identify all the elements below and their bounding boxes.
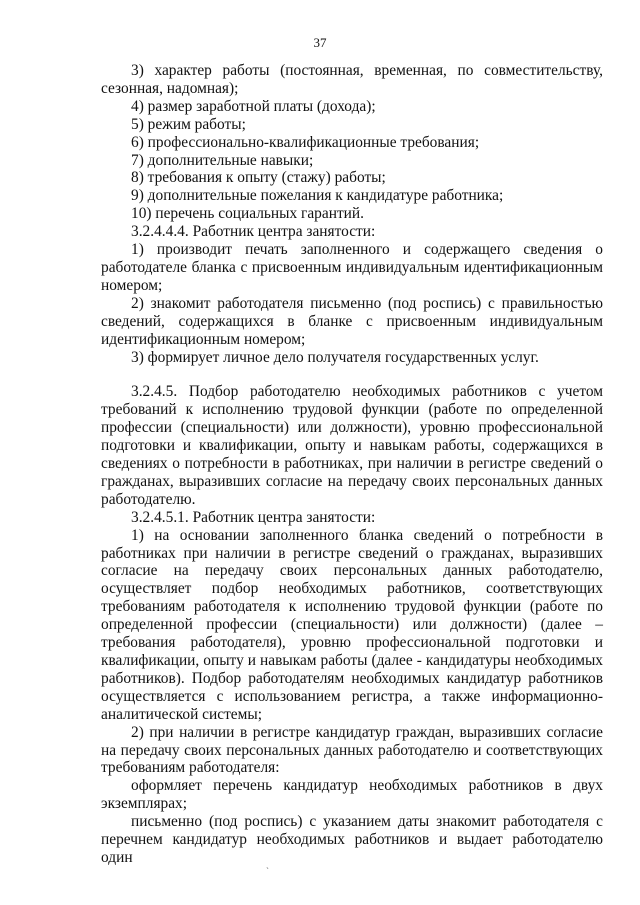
paragraph: 10) перечень социальных гарантий. [131,205,364,223]
scan-speck: ˴ [266,862,269,872]
section-paragraph: 3.2.4.5. Подбор работодателю необходимых работников с учетом требований к исполнению трудовой функции (работе по определенной профессии (специальности) или должности), уровню профессиональной подготовки и квалификации, опыту и навыкам работы, содержащихся в сведениях о потребности в работниках, при наличии в регистре сведений о гражданах, выразивших согласие на передачу своих персональных данных работодателю. [101,383,603,508]
paragraph: оформляет перечень кандидатур необходимых работников в двух экземплярах; [101,777,603,813]
paragraph: 9) дополнительные пожелания к кандидатуре работника; [131,187,504,205]
paragraph: 7) дополнительные навыки; [131,151,314,169]
section-heading: 3.2.4.5.1. Работник центра занятости: [131,508,376,526]
document-body [101,62,603,867]
paragraph: 1) на основании заполненного бланка сведений о потребности в работниках при наличии в регистре сведений о гражданах, выразивших согласие на передачу своих персональных данных работодателю, осуществляет подбор необходимых работников, соответствующих требованиям работодателя к исполнению трудовой функции (работе по определенной профессии (специальности) или должности) (далее – требования работодателя), уровню профессиональной подготовки и квалификации, опыту и навыкам работы (далее - кандидатуры необходимых работников). Подбор работодателям необходимых кандидатур работников осуществляется с использованием регистра, а также информационно-аналитической системы; [101,526,603,723]
paragraph: 1) производит печать заполненного и содержащего сведения о работодателе бланка с присвоенным индивидуальным идентификационным номером; [101,241,603,294]
paragraph: 6) профессионально-квалификационные требования; [131,133,480,151]
paragraph: 8) требования к опыту (стажу) работы; [131,169,386,187]
paragraph: 2) знакомит работодателя письменно (под роспись) с правильностью сведений, содержащихся в бланке с присвоенным индивидуальным идентификационным номером; [101,294,603,348]
paragraph: 2) при наличии в регистре кандидатур граждан, выразивших согласие на передачу своих персональных данных работодателю и соответствующих требованиям работодателя: [101,723,603,777]
paragraph: 3) формирует личное дело получателя государственных услуг. [131,348,539,366]
paragraph: 5) режим работы; [131,115,246,133]
page-number: 37 [313,35,327,50]
section-heading: 3.2.4.4.4. Работник центра занятости: [131,223,376,241]
paragraph: 4) размер заработной платы (дохода); [131,97,376,115]
paragraph: 3) характер работы (постоянная, временная, по совместительству, сезонная, надомная); [101,62,603,97]
paragraph: письменно (под роспись) с указанием даты знакомит работодателя с перечнем кандидатур необходимых работников и выдает работодателю один [101,813,603,866]
